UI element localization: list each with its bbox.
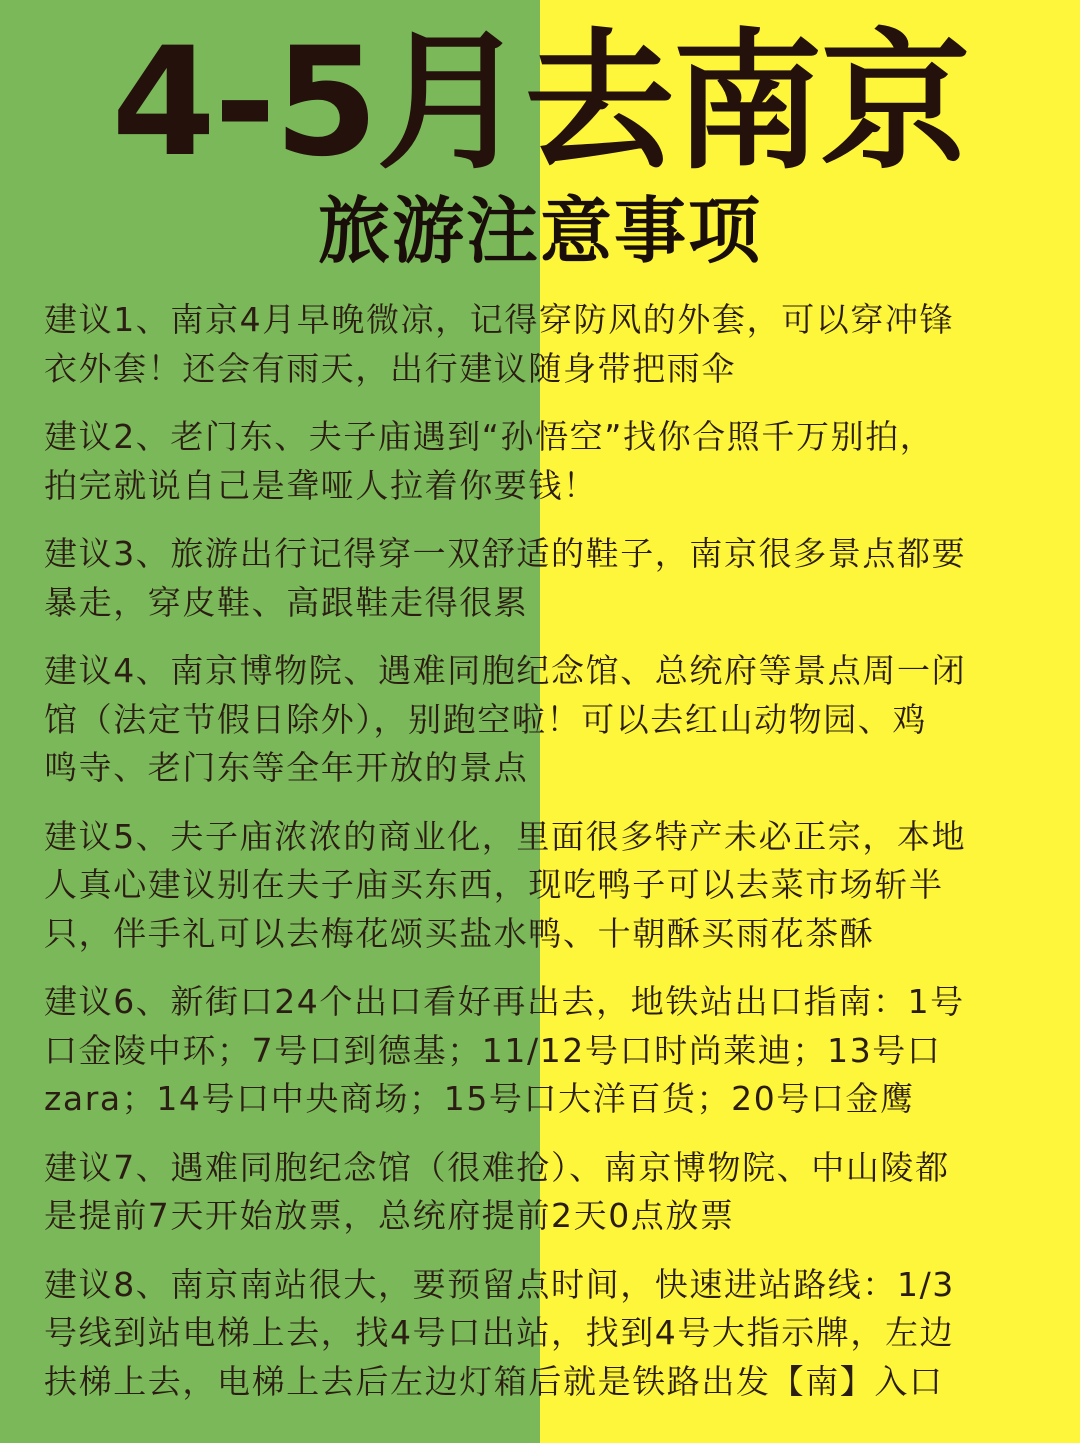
tip-7: 建议7、遇难同胞纪念馆（很难抢）、南京博物院、中山陵都 是提前7天开始放票，总统府提前2天0点放票 bbox=[44, 1147, 950, 1235]
tip-8: 建议8、南京南站很大，要预留点时间，快速进站路线：1/3 号线到站电梯上去，找4号口出站，找到4号大指示牌，左边 扶梯上去，电梯上去后左边灯箱后就是铁路出发【南】入口 bbox=[44, 1264, 955, 1401]
page-subtitle: 旅游注意事项 bbox=[317, 189, 762, 273]
page-title: 4-5月去南京 bbox=[111, 16, 969, 190]
tip-2: 建议2、老门东、夫子庙遇到“孙悟空”找你合照千万别拍， 拍完就说自己是聋哑人拉着你要钱！ bbox=[44, 417, 935, 505]
tip-5: 建议5、夫子庙浓浓的商业化，里面很多特产未必正宗，本地 人真心建议别在夫子庙买东西，现吃鸭子可以去菜市场斩半 只，伴手礼可以去梅花颂买盐水鸭、十朝酥买雨花茶酥 bbox=[44, 816, 967, 953]
tips-list bbox=[44, 296, 1044, 1426]
tip-1: 建议1、南京4月早晚微凉，记得穿防风的外套，可以穿冲锋 衣外套！还会有雨天，出行建议随身带把雨伞 bbox=[44, 300, 955, 388]
tip-4: 建议4、南京博物院、遇难同胞纪念馆、总统府等景点周一闭 馆（法定节假日除外），别跑空啦！可以去红山动物园、鸡 鸣寺、老门东等全年开放的景点 bbox=[44, 651, 967, 787]
tip-3: 建议3、旅游出行记得穿一双舒适的鞋子，南京很多景点都要 暴走，穿皮鞋、高跟鞋走得很累 bbox=[44, 534, 967, 622]
tip-6: 建议6、新街口24个出口看好再出去，地铁站出口指南：1号 口金陵中环；7号口到德基；11/12号口时尚莱迪；13号口 zara；14号口中央商场；15号口大洋百货；20号口金鹰 bbox=[44, 982, 965, 1118]
